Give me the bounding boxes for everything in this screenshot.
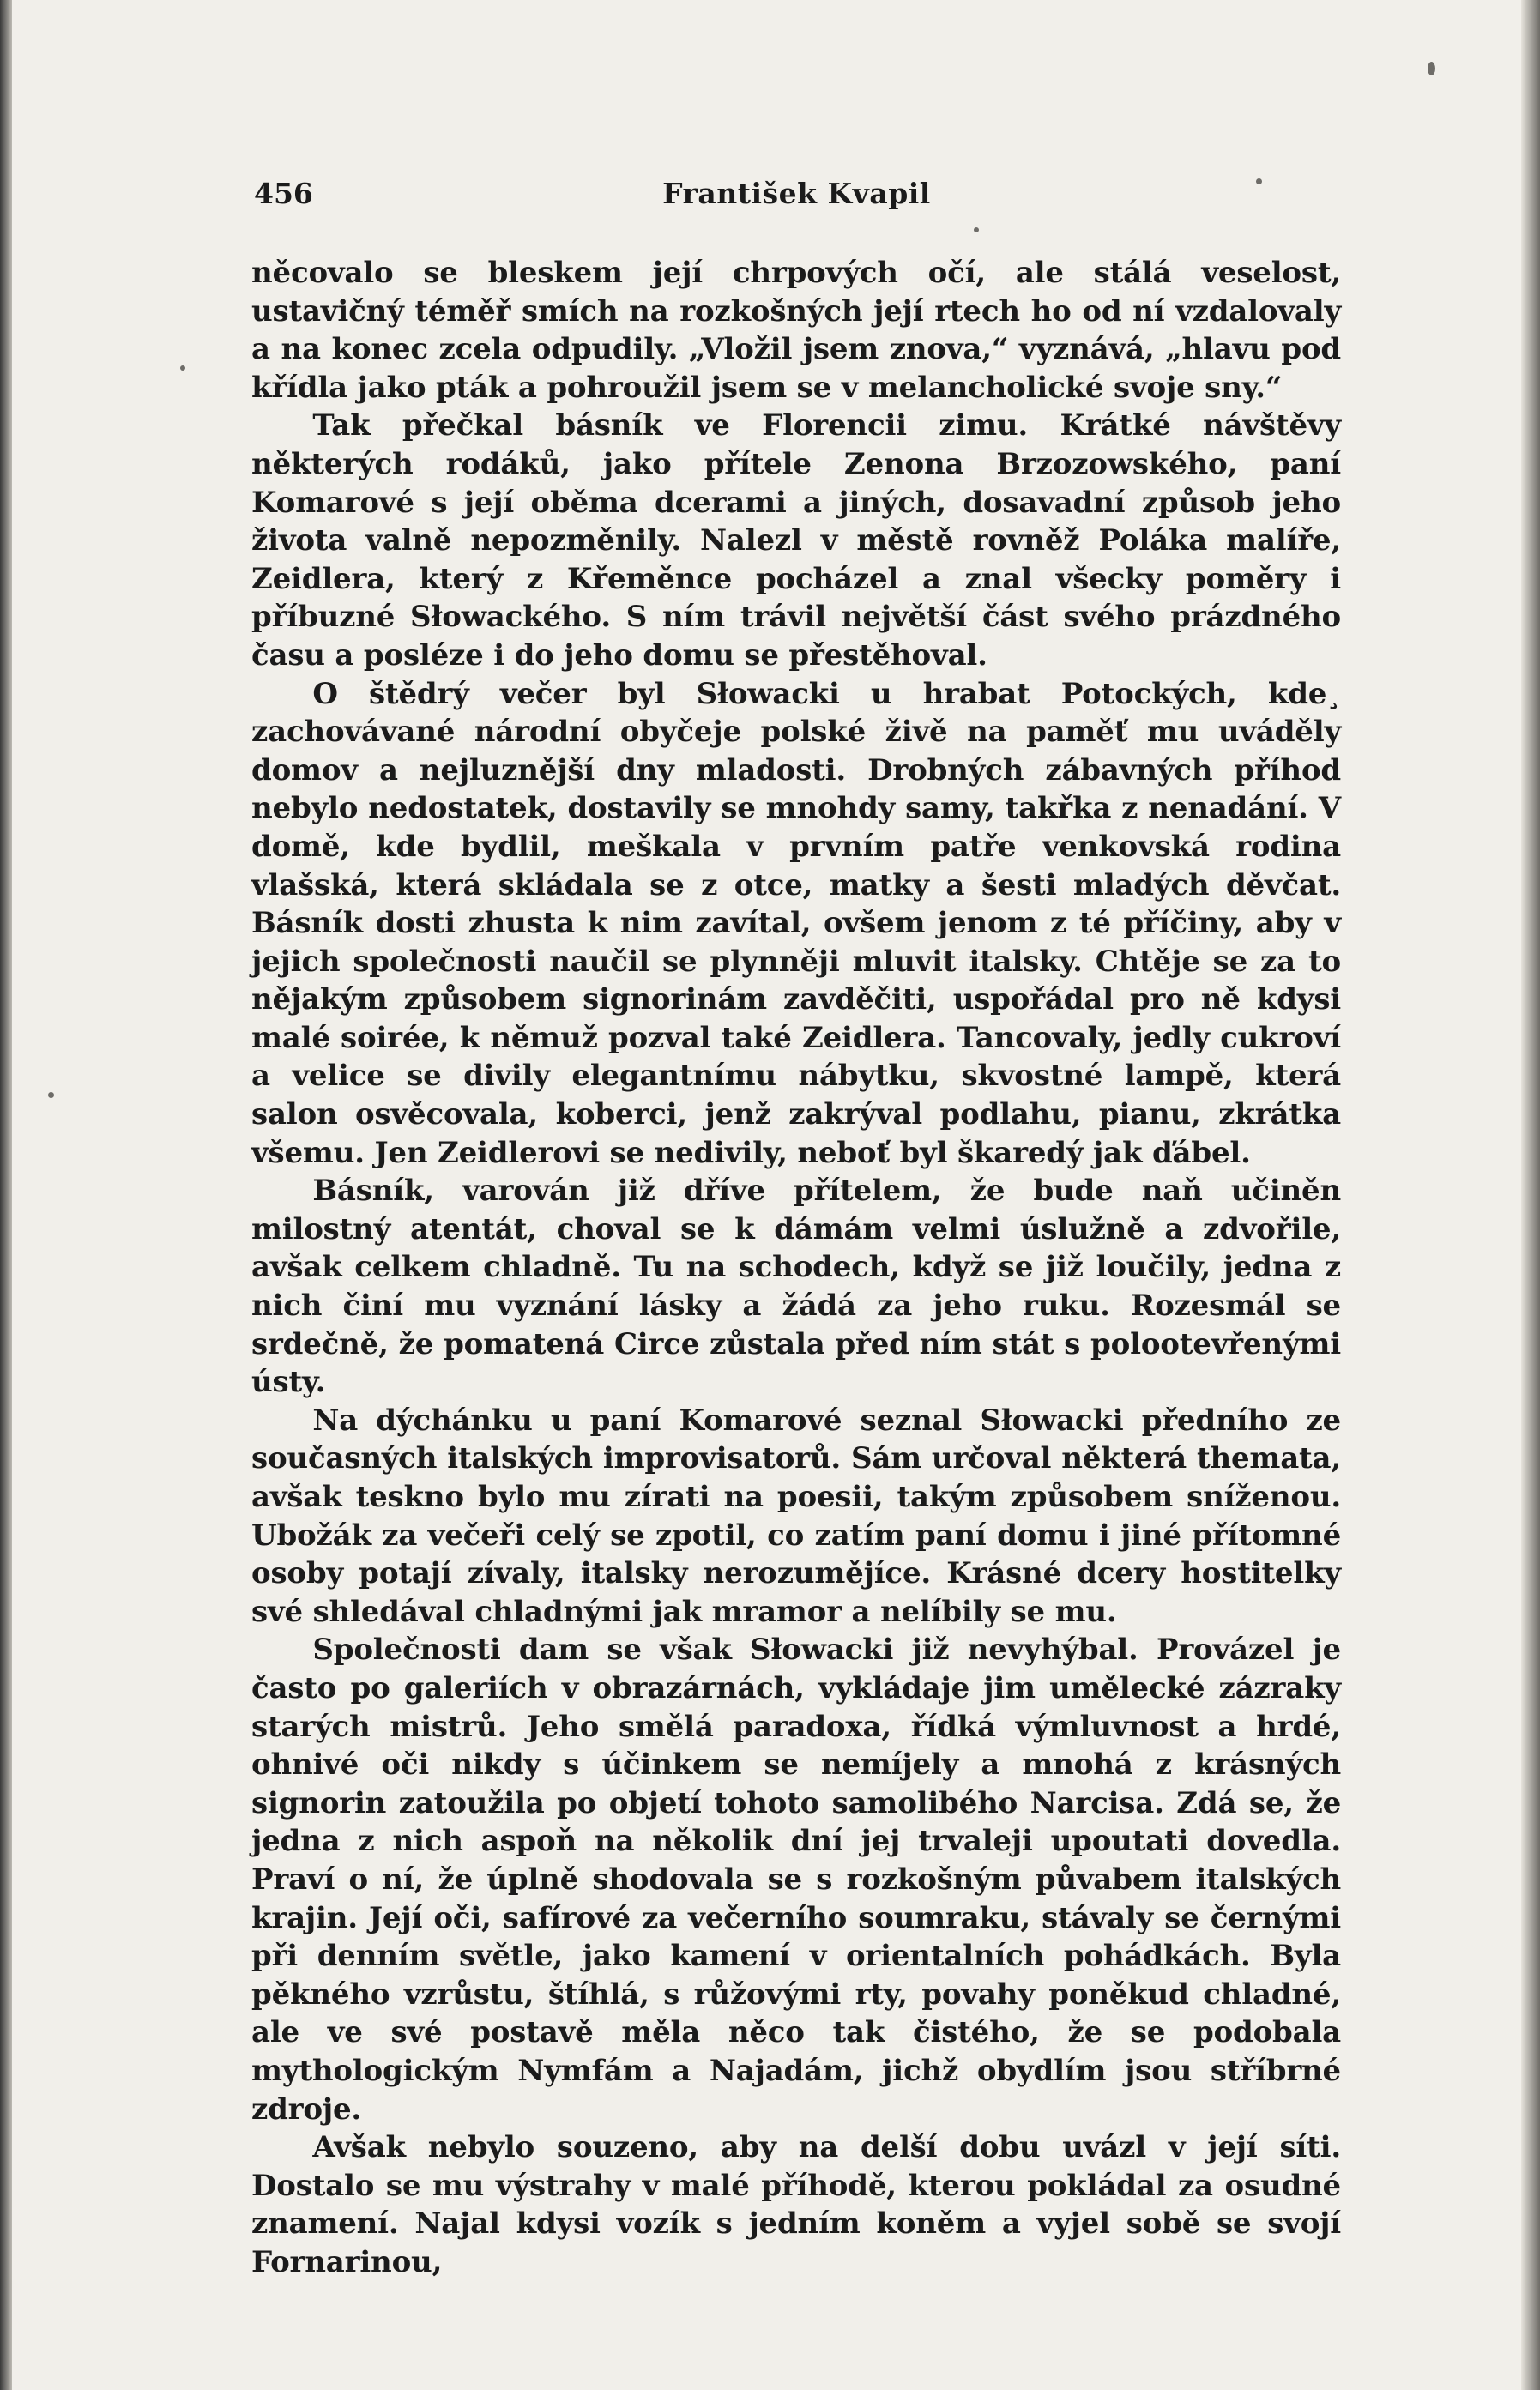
- speck-mark: [1428, 62, 1435, 75]
- page-edge-right: [1521, 0, 1540, 2390]
- speck-mark: [48, 1092, 54, 1098]
- page-edge-left: [0, 0, 12, 2390]
- running-head: František Kvapil: [662, 177, 931, 210]
- paragraph: Básník, varován již dříve přítelem, že bude naň učiněn milostný atentát, choval se k dámám velmi úslužně a zdvořile, avšak celkem chladně. Tu na schodech, když se již loučily, jedna z nich činí mu vyznání lásky a žádá za jeho ruku. Rozesmál se srdečně, že pomatená Circe zůstala před ním stát s polootevřenými ústy.: [251, 1174, 1341, 1400]
- paragraph: Tak přečkal básník ve Florencii zimu. Krátké návštěvy některých rodáků, jako přítele Zenona Brzozowského, paní Komarové s její oběma dcerami a jiných, dosavadní způsob jeho života valně nepozměnily. Nalezl v městě rovněž Poláka malíře, Zeidlera, který z Křeměnce pocházel a znal všecky poměry i příbuzné Słowackého. S ním trávil největší část svého prázdného času a posléze i do jeho domu se přestěhoval.: [251, 408, 1341, 673]
- page-header: [254, 172, 1339, 216]
- paragraph: Avšak nebylo souzeno, aby na delší dobu uvázl v její síti. Dostalo se mu výstrahy v malé příhodě, kterou pokládal za osudné znamení. Najal kdysi vozík s jedním koněm a vyjel sobě se svojí Fornarinou,: [251, 2130, 1341, 2279]
- speck-mark: [180, 365, 185, 371]
- paragraph: Na dýchánku u paní Komarové seznal Słowacki předního ze současných italských improvisatorů. Sám určoval některá themata, avšak teskno bylo mu zírati na poesii, takým způsobem sníženou. Ubožák za večeři celý se zpotil, co zatím paní domu i jiné přítomné osoby potají zívaly, italsky nerozumějíce. Krásné dcery hostitelky své shledával chladnými jak mramor a nelíbily se mu.: [251, 1403, 1341, 1629]
- paragraph: něcovalo se bleskem její chrpových očí, ale stálá veselost, ustavičný téměř smích na rozkošných její rtech ho od ní vzdalovaly a na konec zcela odpudily. „Vložil jsem znova,“ vyznává, „hlavu pod křídla jako pták a pohroužil jsem se v melancholické svoje sny.“: [251, 256, 1341, 405]
- speck-mark: [974, 227, 979, 232]
- body-text: [251, 254, 1341, 2279]
- paragraph: O štědrý večer byl Słowacki u hrabat Potockých, kde¸ zachovávané národní obyčeje polské živě na paměť mu uváděly domov a nejluznější dny mladosti. Drobných zábavných příhod nebylo nedostatek, dostavily se mnohdy samy, takřka z nenadání. V domě, kde bydlil, meškala v prvním patře venkovská rodina vlašská, která skládala se z otce, matky a šesti mladých děvčat. Básník dosti zhusta k nim zavítal, ovšem jenom z té příčiny, aby v jejich společnosti naučil se plynněji mluvit italsky. Chtěje se za to nějakým způsobem signorinám zavděčiti, uspořádal pro ně kdysi malé soirée, k němuž pozval také Zeidlera. Tancovaly, jedly cukroví a velice se divily elegantnímu nábytku, skvostné lampě, která salon osvěcovala, koberci, jenž zakrýval podlahu, pianu, zkrátka všemu. Jen Zeidlerovi se nedivily, neboť byl škaredý jak ďábel.: [251, 676, 1341, 1170]
- paragraph: Společnosti dam se však Słowacki již nevyhýbal. Provázel je často po galeriích v obrazárnách, vykládaje jim umělecké zázraky starých mistrů. Jeho smělá paradoxa, řídká výmluvnost a hrdé, ohnivé oči nikdy s účinkem se nemíjely a mnohá z krásných signorin zatoužila po objetí tohoto samolibého Narcisa. Zdá se, že jedna z nich aspoň na několik dní jej trvaleji upoutati dovedla. Praví o ní, že úplně shodovala se s rozkošným půvabem italských krajin. Její oči, safírové za večerního soumraku, stávaly se černými při denním světle, jako kamení v orientalních pohádkách. Byla pěkného vzrůstu, štíhlá, s růžovými rty, povahy poněkud chladné, ale ve své postavě měla něco tak čistého, že se podobala mythologickým Nymfám a Najadám, jichž obydlím jsou stříbrné zdroje.: [251, 1633, 1341, 2127]
- page-number: 456: [254, 177, 313, 210]
